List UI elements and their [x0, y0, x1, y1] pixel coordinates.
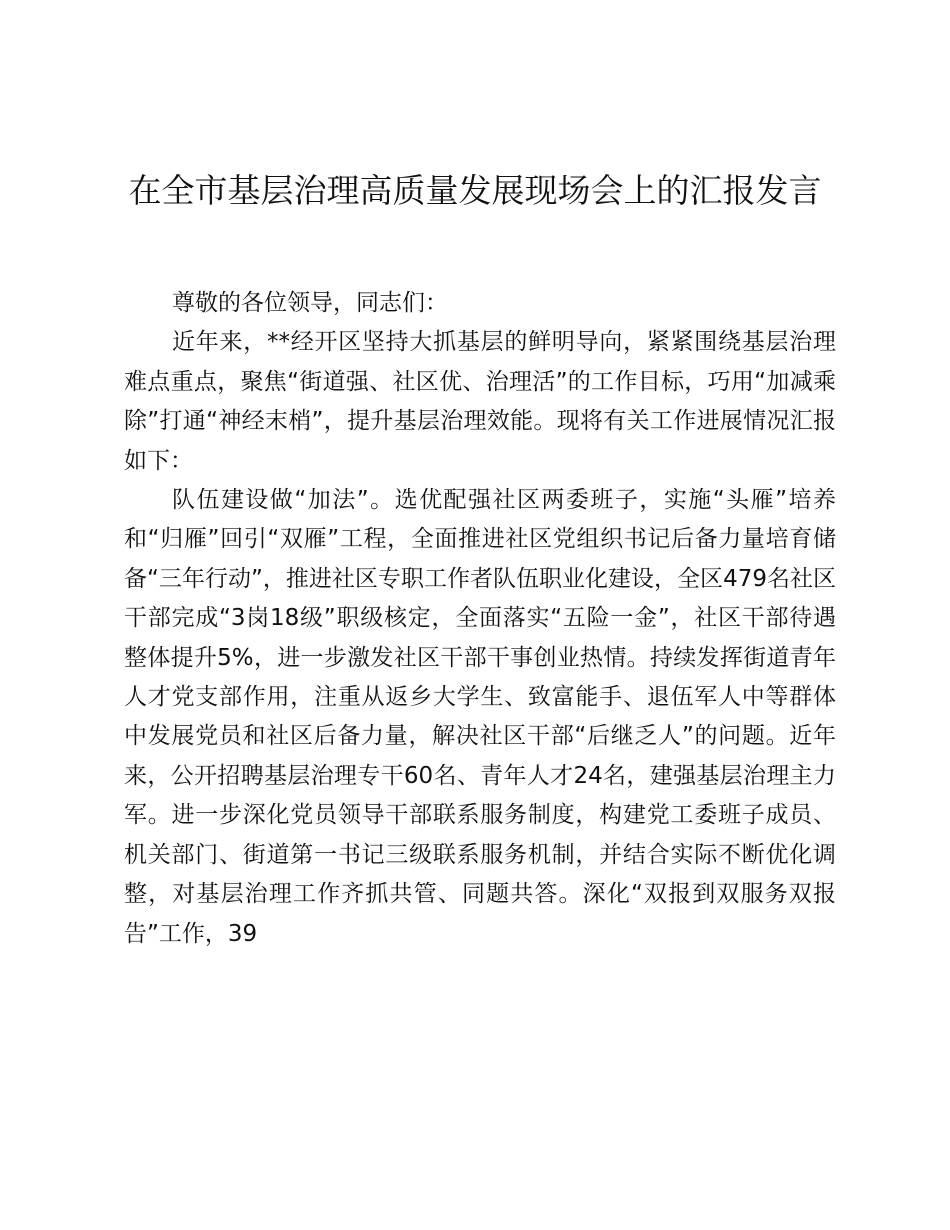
- team-building-paragraph: 队伍建设做“加法”。选优配强社区两委班子，实施“头雁”培养和“归雁”回引“双雁”工程，全面推进社区党组织书记后备力量培育储备“三年行动”，推进社区专职工作者队伍职业化建设，全区479名社区干部完成“3岗18级”职级核定，全面落实“五险一金”，社区干部待遇整体提升5%，进一步激发社区干部干事创业热情。持续发挥街道青年人才党支部作用，注重从返乡大学生、致富能手、退伍军人中等群体中发展党员和社区后备力量，解决社区干部“后继乏人”的问题。近年来，公开招聘基层治理专干60名、青年人才24名，建强基层治理主力军。进一步深化党员领导干部联系服务制度，构建党工委班子成员、机关部门、街道第一书记三级联系服务机制，并结合实际不断优化调整，对基层治理工作齐抓共管、同题共答。深化“双报到双服务双报告”工作，39: [124, 487, 836, 947]
- intro-paragraph: 近年来，**经开区坚持大抓基层的鲜明导向，紧紧围绕基层治理难点重点，聚焦“街道强、社区优、治理活”的工作目标，巧用“加减乘除”打通“神经末梢”，提升基层治理效能。现将有关工作进展情况汇报如下：: [124, 329, 836, 474]
- document-title: 在全市基层治理高质量发展现场会上的汇报发言: [128, 171, 822, 210]
- salutation-paragraph: 尊敬的各位领导，同志们：: [172, 290, 448, 316]
- document-body: [124, 284, 836, 954]
